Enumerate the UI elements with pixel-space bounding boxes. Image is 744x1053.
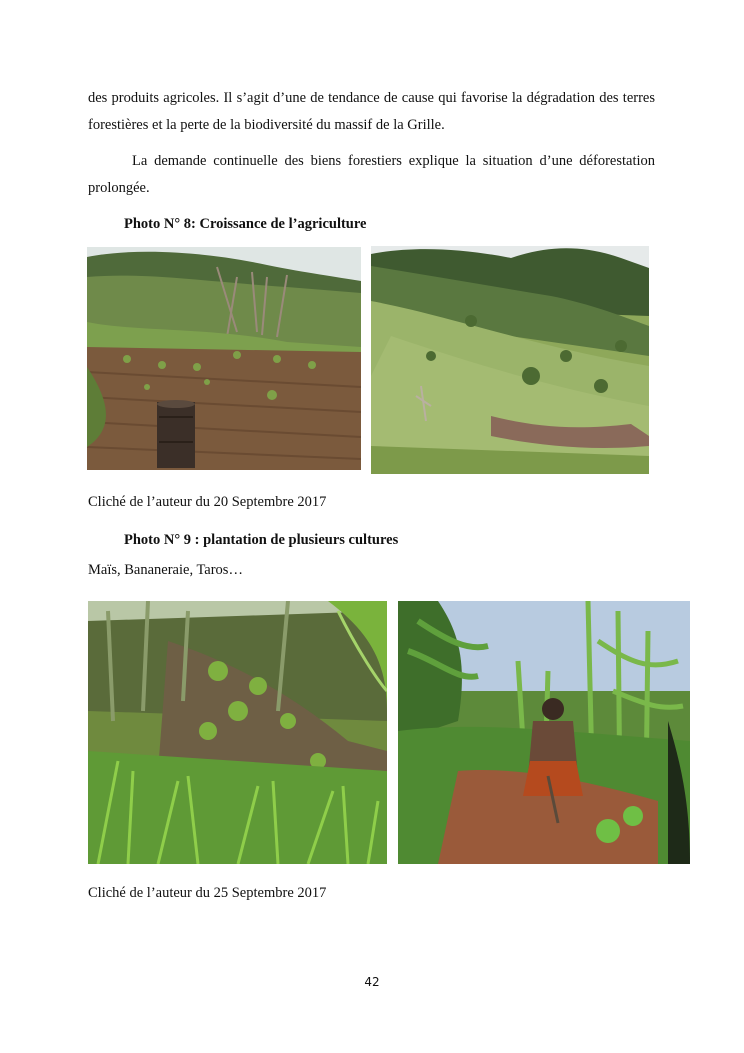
intro-paragraph: des produits agricoles. Il s’agit d’une de tendance de cause qui favorise la dégradation des terres forestières et la perte de la biodiversité du massif de la Grille. [88,90,655,133]
photo8-caption: Cliché de l’auteur du 20 Septembre 2017 [88,494,327,510]
photo8-title: Photo N° 8: Croissance de l’agriculture [124,216,367,232]
photo9-subtitle: Maïs, Bananeraie, Taros… [88,562,243,578]
crop-plantation-photo [88,601,387,864]
page-number: 42 [364,975,380,989]
photo9-title: Photo N° 9 : plantation de plusieurs cultures [124,532,399,548]
photo9-caption: Cliché de l’auteur du 25 Septembre 2017 [88,885,327,901]
second-paragraph: La demande continuelle des biens forestiers explique la situation d’une déforestation prolongée. [88,153,655,196]
hillside-photo [371,246,649,474]
farmer-in-maize-photo [398,601,690,864]
field-with-barrel-photo [87,247,361,470]
